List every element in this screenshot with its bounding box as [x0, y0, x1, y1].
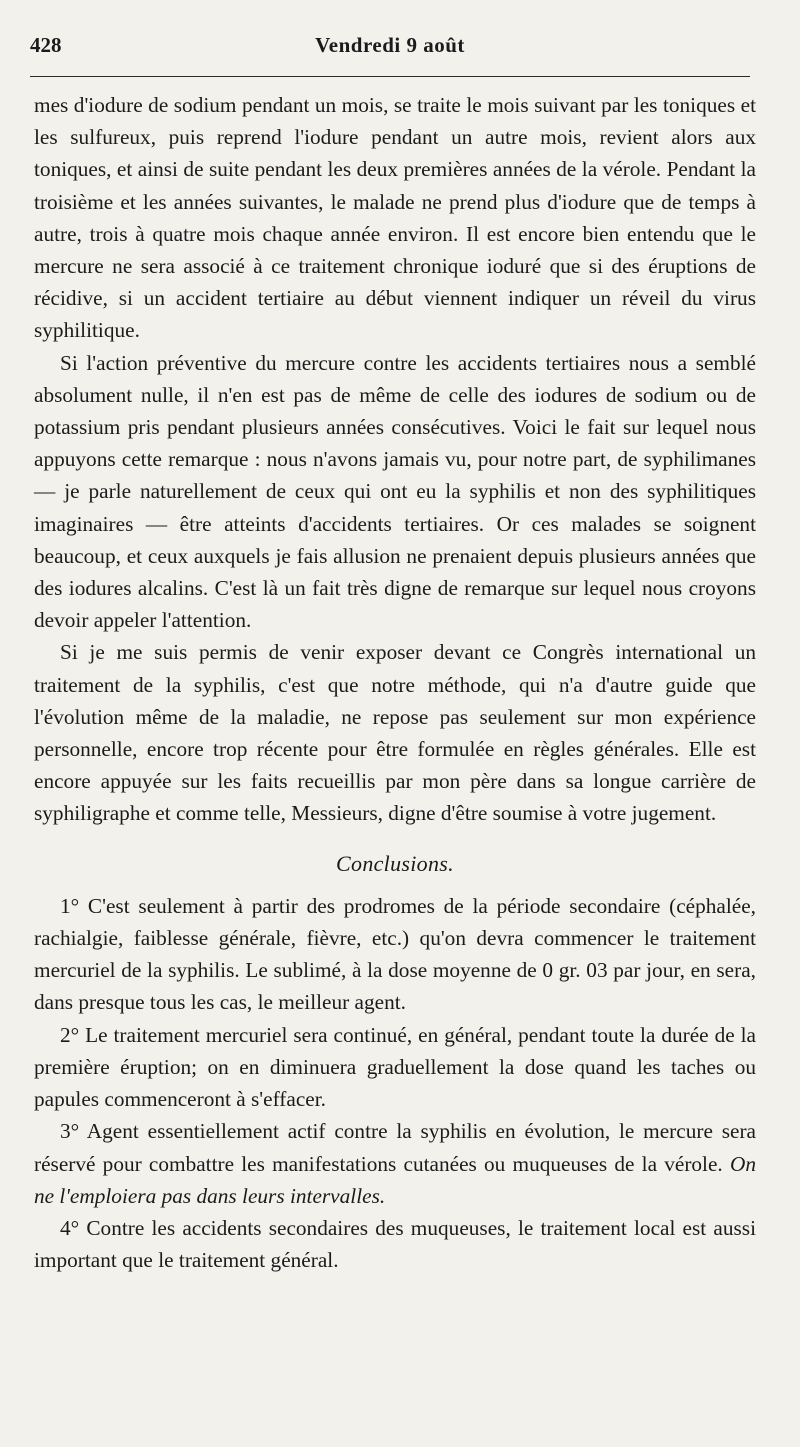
paragraph-iodures: Si l'action préventive du mercure contre les accidents tertiaires nous a semblé absolument nulle, il n'en est pas de même de celle des iodures de sodium ou de potassium pris pendant plusieurs années consécutives. Voici le fait sur lequel nous appuyons cette remarque : nous n'avons jamais vu, pour notre part, de syphilimanes — je parle naturellement de ceux qui ont eu la syphilis et non des syphilitiques imaginaires — être atteints d'accidents tertiaires. Or ces malades se soignent beaucoup, et ceux auxquels je fais allusion ne prenaient depuis plusieurs années que des iodures alcalins. C'est là un fait très digne de remarque sur lequel nous croyons devoir appeler l'attention.: [34, 350, 756, 633]
conclusion-3: [34, 1115, 756, 1212]
conclusion-3-italic: On ne l'emploiera pas dans leurs intervalles.: [34, 1151, 756, 1208]
paragraph-continuation: mes d'iodure de sodium pendant un mois, se traite le mois suivant par les toniques et les sulfureux, puis reprend l'iodure pendant un autre mois, revient alors aux toniques, et ainsi de suite pendant les deux premières années de la vérole. Pendant la troisième et les années suivantes, le malade ne prend plus d'iodure que de temps à autre, trois à quatre mois chaque année environ. Il est encore bien entendu que le mercure ne sera associé à ce traitement chronique ioduré que si des éruptions de récidive, si un accident tertiaire au début viennent indiquer un réveil du virus syphilitique.: [34, 93, 756, 343]
conclusion-4: 4° Contre les accidents secondaires des muqueuses, le traitement local est aussi important que le traitement général.: [34, 1215, 756, 1273]
conclusions-heading: Conclusions.: [336, 850, 454, 876]
running-title: Vendredi 9 août: [315, 33, 465, 57]
conclusion-1: 1° C'est seulement à partir des prodromes de la période secondaire (céphalée, rachialgie, faiblesse générale, fièvre, etc.) qu'on devra commencer le traitement mercuriel de la syphilis. Le sublimé, à la dose moyenne de 0 gr. 03 par jour, en sera, dans presque tous les cas, le meilleur agent.: [34, 893, 756, 1015]
page-number: 428: [30, 33, 62, 57]
conclusion-3-text: 3° Agent essentiellement actif contre la syphilis en évolution, le mercure sera réservé pour combattre les manifestations cutanées ou muqueuses de la vérole.: [34, 1119, 756, 1176]
paragraph-congres: Si je me suis permis de venir exposer devant ce Congrès international un traitement de la syphilis, c'est que notre méthode, qui n'a d'autre guide que l'évolution même de la maladie, ne repose pas seulement sur mon expérience personnelle, encore trop récente pour être formulée en règles générales. Elle est encore appuyée sur les faits recueillis par mon père dans sa longue carrière de syphiligraphe et comme telle, Messieurs, digne d'être soumise à votre jugement.: [34, 640, 756, 826]
page-header: [30, 33, 750, 63]
header-rule: [30, 76, 750, 77]
body-text: [34, 89, 756, 1276]
conclusion-2: 2° Le traitement mercuriel sera continué, en général, pendant toute la durée de la première éruption; on en diminuera graduellement la dose quand les taches ou papules commenceront à s'effacer.: [34, 1022, 756, 1112]
